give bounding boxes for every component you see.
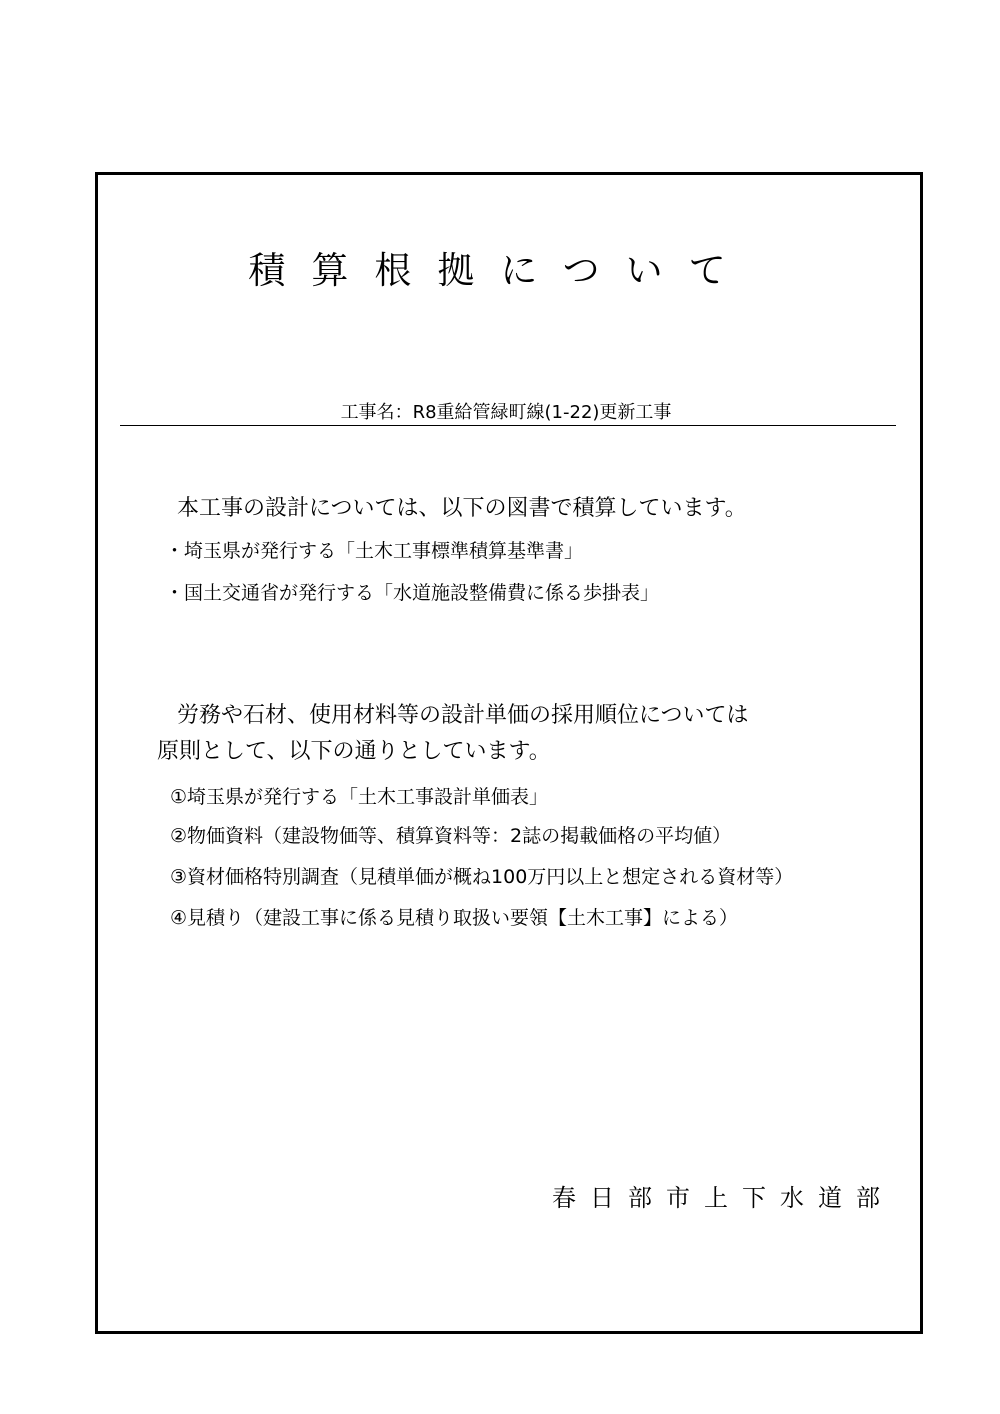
project-label: 工事名 (340, 402, 395, 423)
section2-item-4: ④見積り（建設工事に係る見積り取扱い要領【土木工事】による） (170, 907, 739, 929)
section1-item-1: ・埼玉県が発行する「土木工事標準積算基準書」 (165, 540, 584, 562)
section1-item-2: ・国土交通省が発行する「水道施設整備費に係る歩掛表」 (165, 582, 660, 604)
section2-item-3: ③資材価格特別調査（見積単価が概ね100万円以上と想定される資材等） (170, 866, 794, 888)
project-name-line (0, 401, 1000, 425)
section2-item-1: ①埼玉県が発行する「土木工事設計単価表」 (170, 786, 549, 808)
section2-intro-line1: 労務や石材、使用材料等の設計単価の採用順位については (177, 703, 749, 728)
project-separator: ： (394, 402, 413, 423)
project-underline (120, 425, 896, 426)
section1-intro: 本工事の設計については、以下の図書で積算しています。 (177, 496, 747, 521)
issuer-name: 春日部市上下水道部 (552, 1184, 894, 1212)
document-title: 積算根拠について (248, 249, 752, 292)
section2-item-2: ②物価資料（建設物価等、積算資料等：2誌の掲載価格の平均値） (170, 825, 732, 847)
section2-intro-line2: 原則として、以下の通りとしています。 (157, 739, 551, 764)
project-name: R8重給管緑町線(1-22)更新工事 (412, 402, 672, 423)
